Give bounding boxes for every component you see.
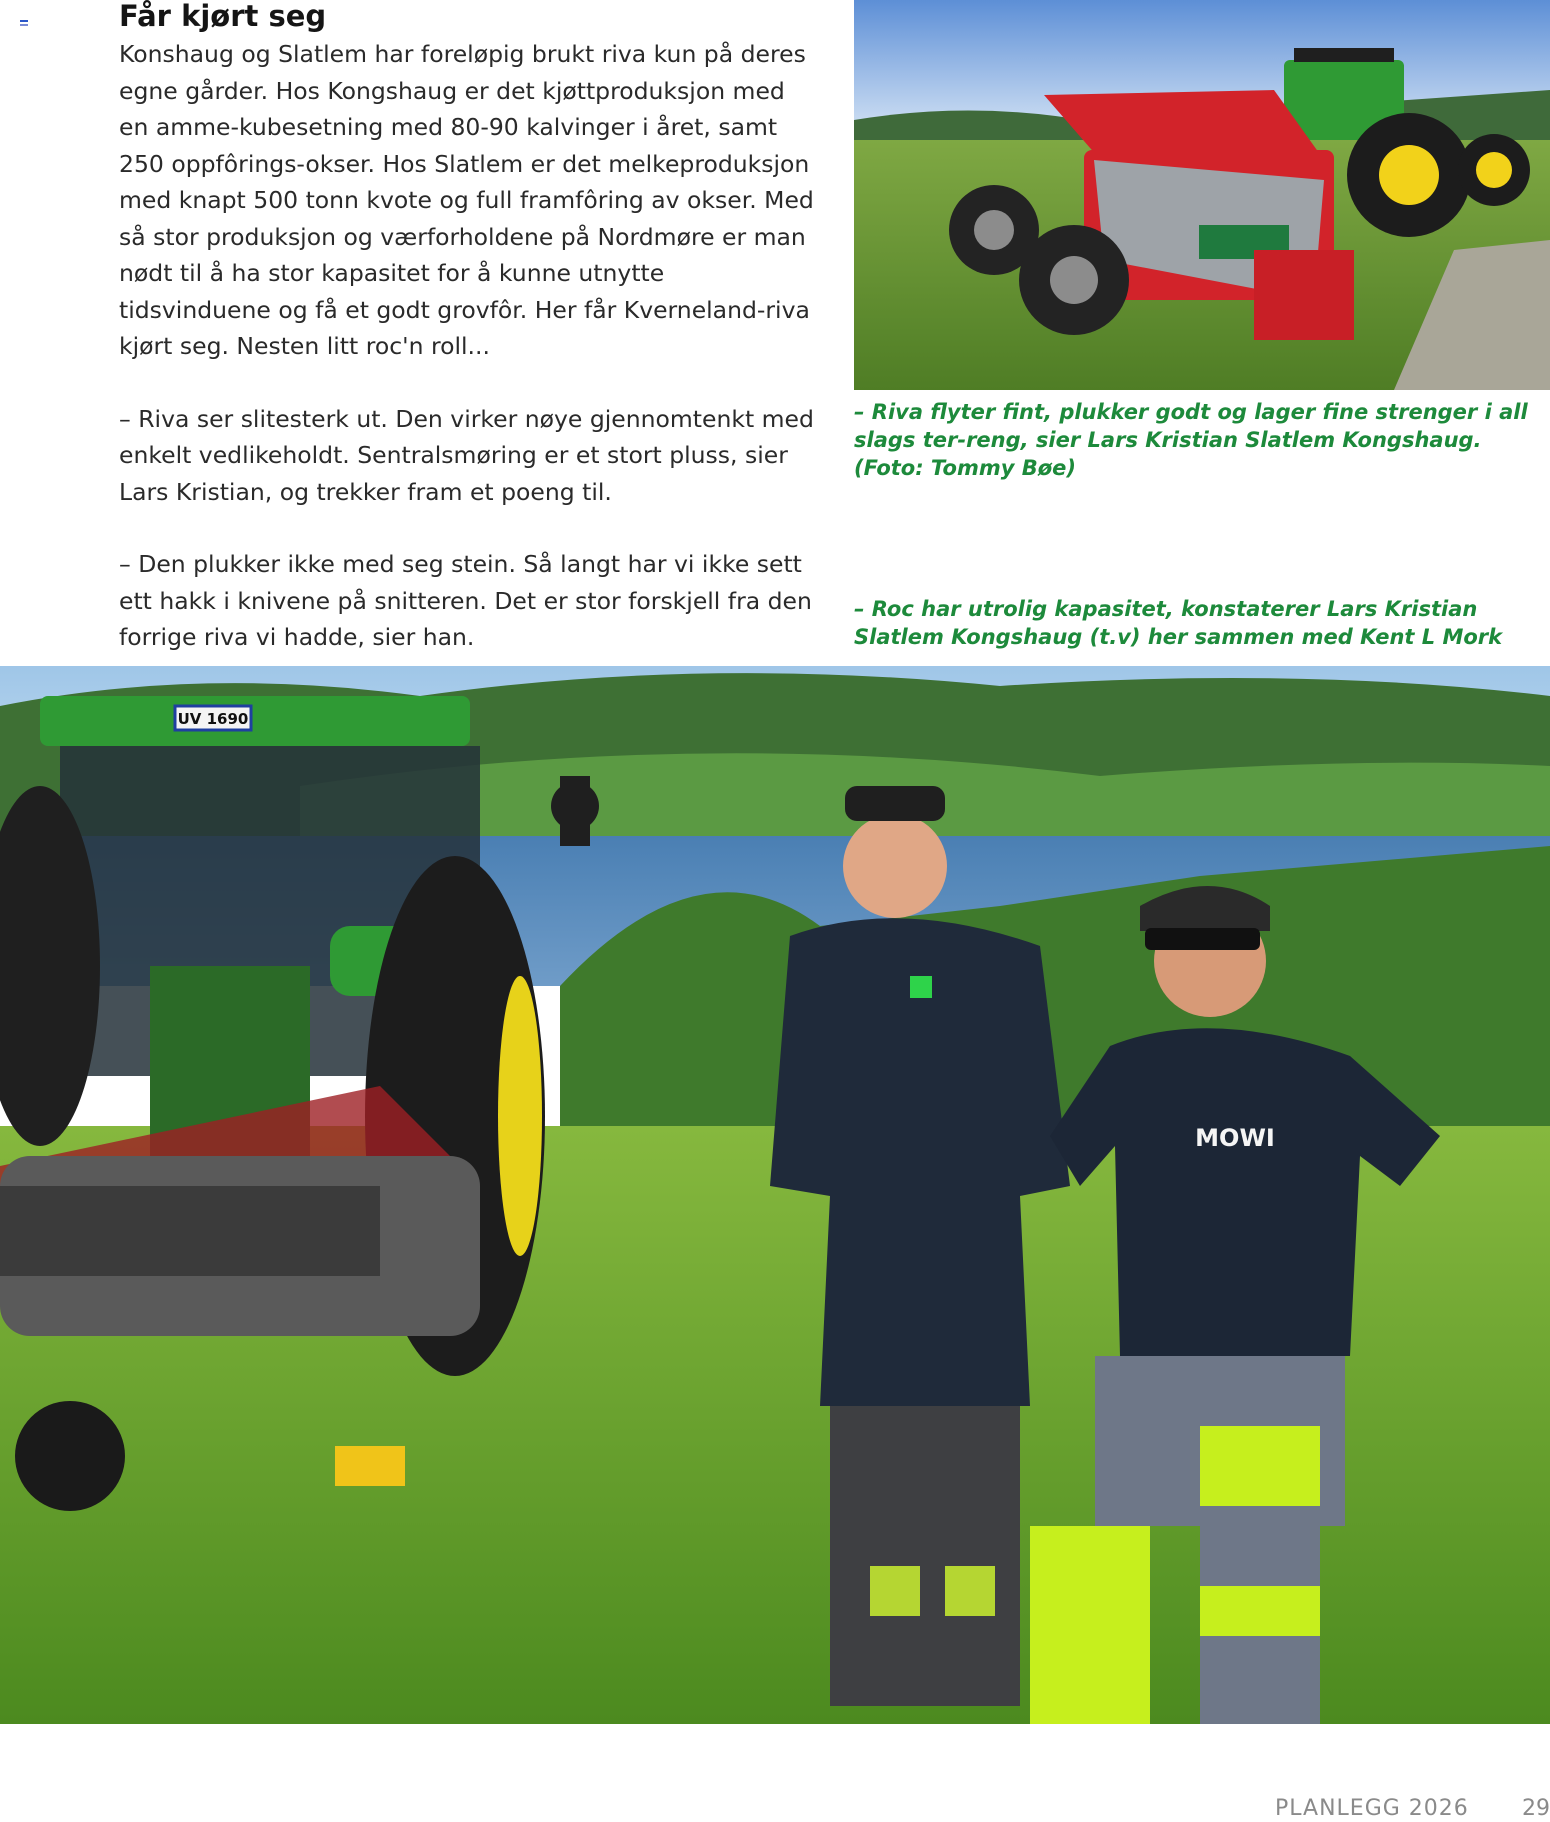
rake-photo xyxy=(854,0,1550,390)
article-paragraph-3: – Den plukker ikke med seg stein. Så langt har vi ikke sett ett hakk i knivene på snitteren. Det er stor forskjell fra den forrige riva vi hadde, sier han. xyxy=(119,550,812,651)
publication-label: PLANLEGG 2026 xyxy=(1275,1796,1469,1821)
article-paragraph-2: – Riva ser slitesterk ut. Den virker nøye gjennomtenkt med enkelt vedlikeholdt. Sentralsmøring er et stort pluss, sier Lars Kristian, og trekker fram et poeng til. xyxy=(119,404,814,506)
article-column xyxy=(119,0,819,656)
article-heading: Får kjørt seg xyxy=(119,0,327,33)
corner-mark xyxy=(20,20,28,26)
bottom-photo-caption: – Roc har utrolig kapasitet, konstaterer Lars Kristian Slatlem Kongshaug (t.v) her sammen med Kent L Mork xyxy=(854,597,1503,649)
article-paragraph-1: Konshaug og Slatlem har foreløpig brukt riva kun på deres egne gårder. Hos Kongshaug er det kjøttproduksjon med en amme-kubesetning med 80-90 kalvinger i året, samt 250 oppfôrings-okser. Hos Slatlem er det melkeproduksjon med knapt 500 tonn kvote og full framfôring av okser. Med så stor produksjon og værforholdene på Nordmøre er man nødt til å ha stor kapasitet for å kunne utnytte tidsvinduene og få et godt grovfôr. Her får Kverneland-riva kjørt seg. Nesten litt roc'n roll... xyxy=(119,40,814,360)
shirt-logo-text: MOWI xyxy=(1195,1124,1275,1152)
license-plate-text: UV 1690 xyxy=(177,710,249,728)
page-number: 29 xyxy=(1522,1796,1550,1821)
top-photo-caption: – Riva flyter fint, plukker godt og lager fine strenger i all slags ter-reng, sier Lars Kristian Slatlem Kongshaug. (Foto: Tommy Bøe) xyxy=(854,400,1528,480)
farmers-photo xyxy=(0,666,1550,1724)
